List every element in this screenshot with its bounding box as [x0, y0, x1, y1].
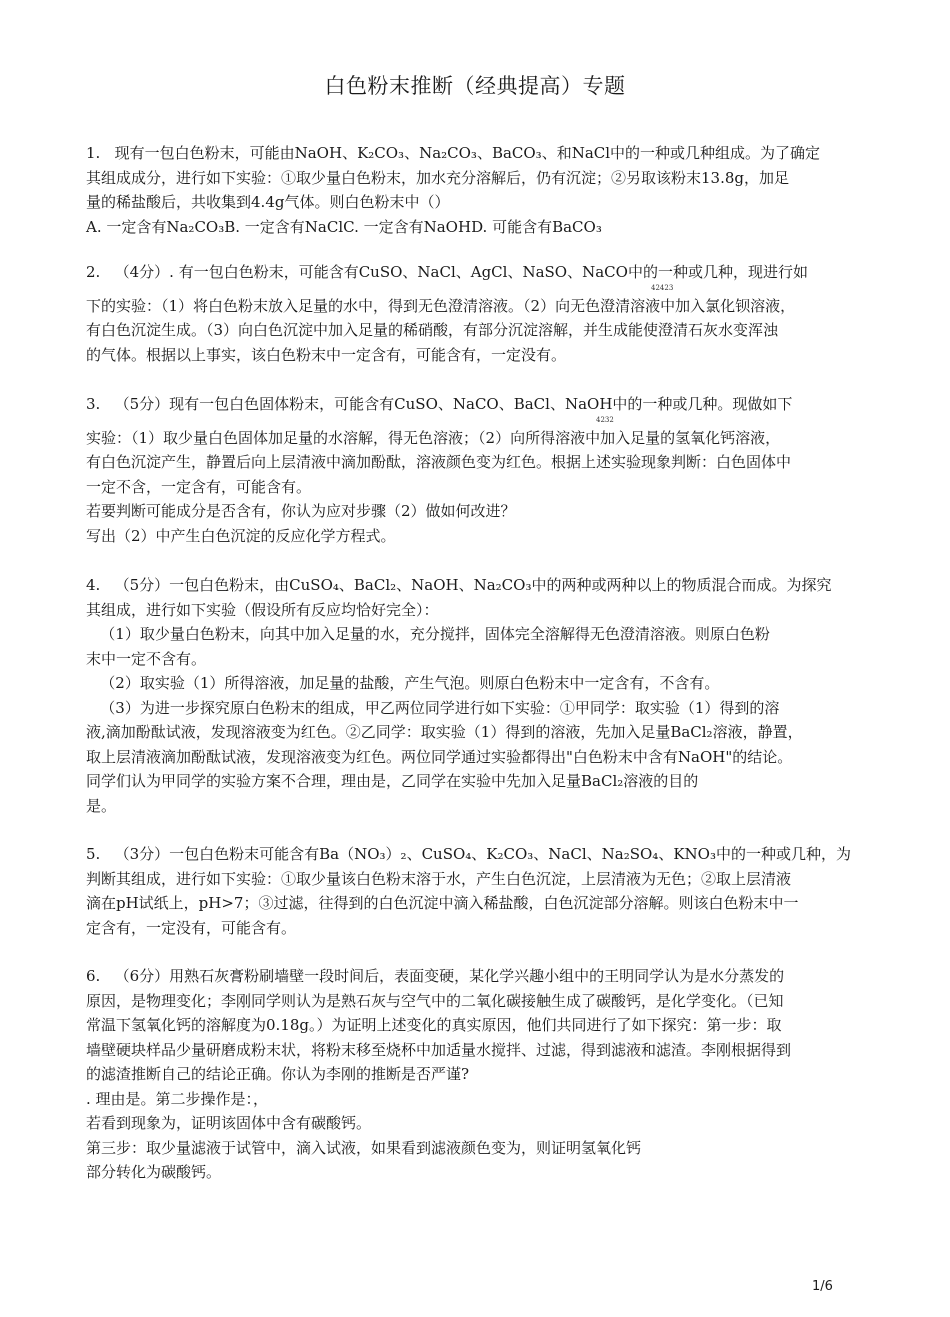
question-3-line-6: 写出（2）中产生白色沉淀的反应化学方程式。 [86, 526, 396, 545]
page-number: 1/6 [812, 1279, 833, 1294]
question-4-line-3: （1）取少量白色粉末，向其中加入足量的水，充分搅拌，固体完全溶解得无色澄清溶液。则原白色粉 [86, 625, 770, 643]
page-title: 白色粉末推断（经典提高）专题 [324, 74, 626, 98]
question-3-line-1: 3. （5分）现有一包白色固体粉末，可能含有CuSO、NaCO、BaCl、NaOH中的一种或几种。现做如下 [86, 395, 793, 413]
question-6-line-2: 原因，是物理变化；李刚同学则认为是熟石灰与空气中的二氧化碳接触生成了碳酸钙，是化学变化。（已知 [86, 991, 784, 1010]
question-3-line-5: 若要判断可能成分是否含有，你认为应对步骤（2）做如何改进？ [86, 502, 516, 520]
question-4-line-7: 液,滴加酚酞试液，发现溶液变为红色。②乙同学：取实验（1）得到的溶液，先加入足量BaCl₂溶液，静置， [86, 723, 803, 741]
question-6-line-4: 墙壁硬块样品少量研磨成粉末状，将粉末移至烧杯中加适量水搅拌、过滤，得到滤液和滤渣。李刚根据得到 [86, 1040, 792, 1059]
question-6-line-3: 常温下氢氧化钙的溶解度为0.18g。）为证明上述变化的真实原因，他们共同进行了如下探究：第一步：取 [86, 1016, 782, 1034]
question-4-line-5: （2）取实验（1）所得溶液，加足量的盐酸，产生气泡。则原白色粉末中一定含有，不含有。 [86, 674, 720, 692]
question-4-line-2: 其组成，进行如下实验（假设所有反应均恰好完全）： [86, 600, 439, 619]
question-3-line-2: 实验：（1）取少量白色固体加足量的水溶解，得无色溶液；（2）向所得溶液中加入足量的氢氧化钙溶液， [86, 428, 781, 447]
question-6-line-7: 若看到现象为，证明该固体中含有碳酸钙。 [86, 1114, 372, 1132]
question-6-line-1: 6. （6分）用熟石灰膏粉刷墙壁一段时间后，表面变硬，某化学兴趣小组中的王明同学认为是水分蒸发的 [86, 967, 785, 985]
question-3-subscript-note: 4232 [596, 416, 614, 424]
question-1-line-3: 量的稀盐酸后，共收集到4.4g气体。则白色粉末中（） [86, 193, 450, 211]
question-4-line-4: 末中一定不含有。 [86, 649, 207, 668]
question-2-subscript-note: 42423 [651, 284, 674, 292]
question-1 [86, 141, 886, 239]
question-6-line-6: . 理由是。第二步操作是：， [86, 1089, 269, 1108]
question-1-line-2: 其组成成分，进行如下实验：①取少量白色粉末，加水充分溶解后，仍有沉淀；②另取该粉末13.8g，加足 [86, 168, 790, 187]
question-4-line-6: （3）为进一步探究原白色粉末的组成，甲乙两位同学进行如下实验：①甲同学：取实验（1）得到的溶 [86, 698, 780, 717]
question-4-line-1: 4. （5分）一包白色粉末，由CuSO₄、BaCl₂、NaOH、Na₂CO₃中的两种或两种以上的物质混合而成。为探究 [86, 576, 832, 594]
question-2 [86, 260, 886, 367]
question-5-line-3: 滴在pH试纸上，pH>7；③过滤，往得到的白色沉淀中滴入稀盐酸，白色沉淀部分溶解。则该白色粉末中一 [86, 894, 799, 912]
question-3-line-4: 一定不含，一定含有，可能含有。 [86, 477, 312, 496]
question-6 [86, 964, 886, 1185]
question-2-line-4: 的气体。根据以上事实，该白色粉末中一定含有，可能含有，一定没有。 [86, 345, 567, 364]
question-4-line-8: 取上层清液滴加酚酞试液，发现溶液变为红色。两位同学通过实验都得出"白色粉末中含有NaOH"的结论。 [86, 747, 793, 766]
question-5-line-4: 定含有，一定没有，可能含有。 [86, 918, 297, 937]
question-4 [86, 573, 886, 818]
question-2-line-1: 2. （4分）. 有一包白色粉末，可能含有CuSO、NaCl、AgCl、NaSO、NaCO中的一种或几种，现进行如 [86, 263, 808, 281]
question-6-line-9: 部分转化为碳酸钙。 [86, 1163, 222, 1181]
question-4-line-10: 是。 [86, 796, 117, 815]
question-6-line-8: 第三步：取少量滤液于试管中，滴入试液，如果看到滤液颜色变为，则证明氢氧化钙 [86, 1138, 642, 1157]
question-4-line-9: 同学们认为甲同学的实验方案不合理，理由是，乙同学在实验中先加入足量BaCl₂溶液的目的 [86, 772, 699, 790]
question-1-line-1: 1. 现有一包白色粉末，可能由NaOH、K₂CO₃、Na₂CO₃、BaCO₃、和NaCl中的一种或几种组成。为了确定 [86, 144, 821, 162]
question-5 [86, 842, 886, 940]
question-1-line-4: A. 一定含有Na₂CO₃B. 一定含有NaClC. 一定含有NaOHD. 可能含有BaCO₃ [86, 217, 602, 236]
question-6-line-5: 的滤渣推断自己的结论正确。你认为李刚的推断是否严谨? [86, 1065, 470, 1083]
question-2-line-2: 下的实验：（1）将白色粉末放入足量的水中，得到无色澄清溶液。（2）向无色澄清溶液中加入氯化钡溶液， [86, 296, 796, 315]
question-5-line-1: 5. （3分）一包白色粉末可能含有Ba（NO₃）₂、CuSO₄、K₂CO₃、NaCl、Na₂SO₄、KNO₃中的一种或几种，为 [86, 845, 851, 863]
question-3-line-3: 有白色沉淀产生，静置后向上层清液中滴加酚酞，溶液颜色变为红色。根据上述实验现象判断：白色固体中 [86, 453, 792, 471]
question-2-line-3: 有白色沉淀生成。（3）向白色沉淀中加入足量的稀硝酸，有部分沉淀溶解，并生成能使澄清石灰水变浑浊 [86, 321, 779, 339]
question-3 [86, 392, 886, 548]
question-5-line-2: 判断其组成，进行如下实验：①取少量该白色粉末溶于水，产生白色沉淀，上层清液为无色；②取上层清液 [86, 869, 792, 888]
